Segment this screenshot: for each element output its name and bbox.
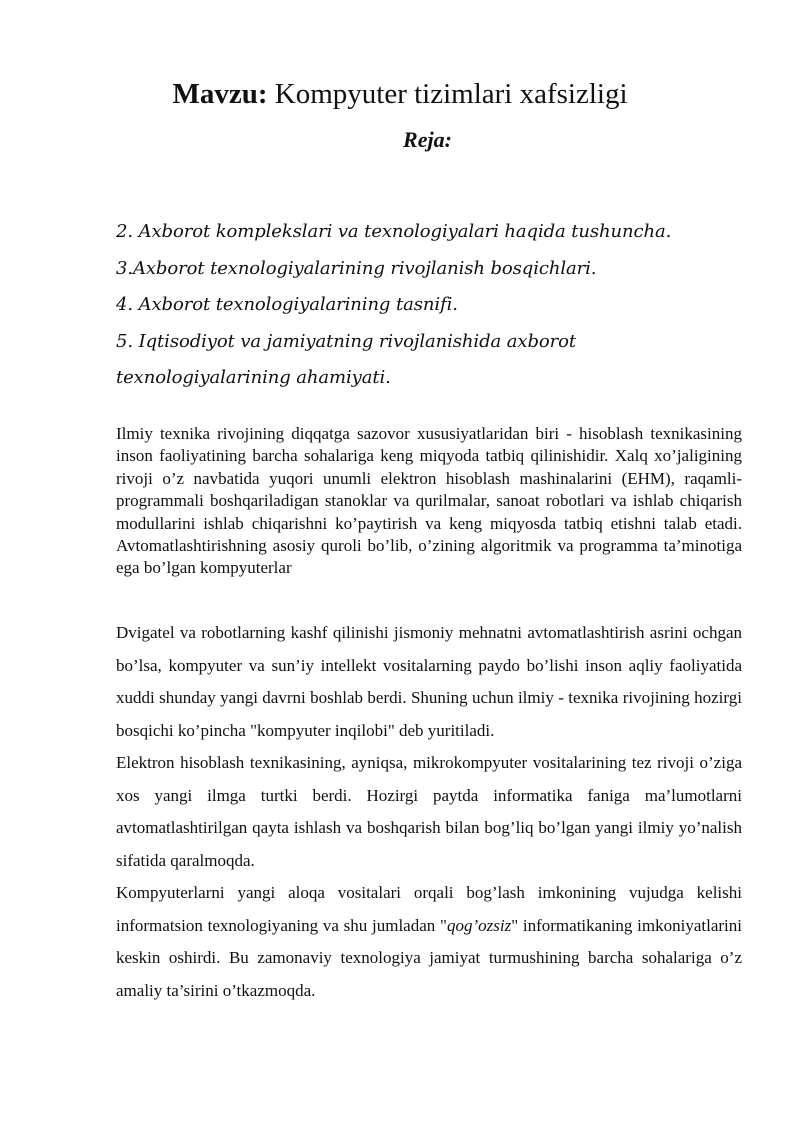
plan-item: 4. Axborot texnologiyalarining tasnifi. [116,294,458,316]
plan-item: 5. Iqtisodiyot va jamiyatning rivojlanishida axborot texnologiyalarining ahamiyati. [116,330,576,389]
plan-heading: Reja: [403,127,452,152]
intro-paragraph: Ilmiy texnika rivojining diqqatga sazovor xususiyatlaridan biri - hisoblash texnikasining inson faoliyatining barcha sohalariga keng miqyoda tatbiq qilinishidir. Xalq xo’jaligining rivoji o’z navbatida yuqori unumli elektron hisoblash mashinalarini (EHM), raqamli-programmali boshqariladigan stanoklar va qurilmalar, sanoat robotlari va ishlab chiqarish modullarini ishlab chiqarishni ko’paytirish va keng miqyosda tatbiq etishni talab etadi. Avtomatlashtirishning asosiy quroli bo’lib, o’zining algoritmik va programma ta’minotiga ega bo’lgan kompyuterlar [116,424,742,578]
paragraph-communication [116,877,742,1007]
page-title [0,76,800,112]
paragraph-communication-start: Kompyuterlarni yangi aloqa vositalari orqali bog’lash imkonining vujudga kelishi informatsion texnologiyaning va shu jumladan " [116,883,742,935]
paperless-term: qog’ozsiz [446,915,512,935]
title-text: Kompyuter tizimlari xafsizligi [274,78,628,110]
body-text [116,617,742,1007]
paragraph-informatics: Elektron hisoblash texnikasining, ayniqsa, mikrokompyuter vositalarining tez rivoji o’ziga xos yangi ilmga turtki berdi. Hozirgi paytda informatika faniga ma’lumotlarni avtomatlashtirilgan qayta ishlash va boshqarish bilan bog’liq bo’lgan yangi ilmiy yo’nalish sifatida qaralmoqda. [116,753,742,870]
plan-list [116,214,756,397]
plan-item: 2. Axborot komplekslari va texnologiyalari haqida tushuncha. [116,221,672,242]
plan-item: 3.Axborot texnologiyalarining rivojlanish bosqichlari. [116,257,597,279]
paragraph-robots: Dvigatel va robotlarning kashf qilinishi jismoniy mehnatni avtomatlashtirish asrini ochgan bo’lsa, kompyuter va sun’iy intellekt vositalarning paydo bo’lishi inson aqliy faoliyatida xuddi shunday yangi davrni boshlab berdi. Shuning uchun ilmiy - texnika rivojining hozirgi bosqichi ko’pincha "kompyuter inqilobi" deb yuritiladi. [116,623,742,740]
paragraph-communication-end: " informatikaning imkoniyatlarini keskin oshirdi. Bu zamonaviy texnologiya jamiyat turmushining barcha sohalariga o’z amaliy ta’sirini o’tkazmoqda. [116,915,742,1000]
title-prefix: Mavzu: [172,78,268,110]
